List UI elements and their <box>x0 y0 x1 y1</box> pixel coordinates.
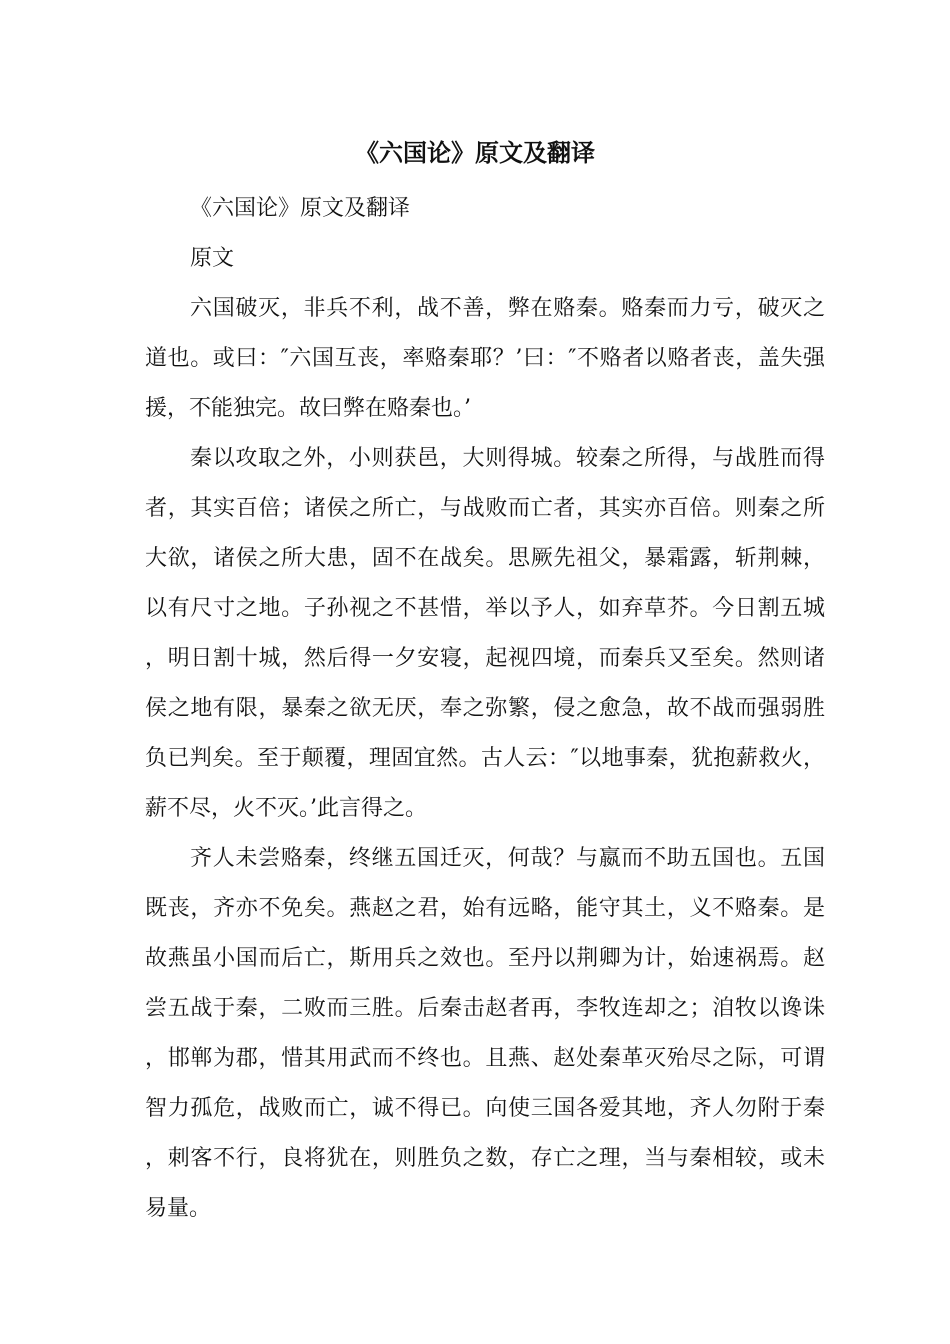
document-body <box>145 184 825 1234</box>
body-paragraph: 齐人未尝赂秦，终继五国迁灭，何哉？与嬴而不助五国也。五国既丧，齐亦不免矣。燕赵之君，始有远略，能守其土，义不赂秦。是故燕虽小国而后亡，斯用兵之效也。至丹以荆卿为计，始速祸焉。赵尝五战于秦，二败而三胜。后秦击赵者再，李牧连却之；洎牧以谗诛，邯郸为郡，惜其用武而不终也。且燕、赵处秦革灭殆尽之际，可谓智力孤危，战败而亡，诚不得已。向使三国各爱其地，齐人勿附于秦，刺客不行，良将犹在，则胜负之数，存亡之理，当与秦相较，或未易量。 <box>145 846 825 1221</box>
subtitle-paragraph: 《六国论》原文及翻译 <box>190 196 411 221</box>
body-paragraph: 秦以攻取之外，小则获邑，大则得城。较秦之所得，与战胜而得者，其实百倍；诸侯之所亡，与战败而亡者，其实亦百倍。则秦之所大欲，诸侯之所大患，固不在战矣。思厥先祖父，暴霜露，斩荆棘，以有尺寸之地。子孙视之不甚惜，举以予人，如弃草芥。今日割五城，明日割十城，然后得一夕安寝，起视四境，而秦兵又至矣。然则诸侯之地有限，暴秦之欲无厌，奉之弥繁，侵之愈急，故不战而强弱胜负已判矣。至于颠覆，理固宜然。古人云：″以地事秦，犹抱薪救火，薪不尽，火不灭。’此言得之。 <box>145 446 825 821</box>
body-paragraph: 六国破灭，非兵不利，战不善，弊在赂秦。赂秦而力亏，破灭之道也。或曰：″六国互丧，率赂秦耶？’曰：″不赂者以赂者丧，盖失强援，不能独完。故曰弊在赂秦也。’ <box>145 296 825 421</box>
section-heading-original: 原文 <box>190 246 235 271</box>
document-title: 《六国论》原文及翻译 <box>355 138 595 167</box>
